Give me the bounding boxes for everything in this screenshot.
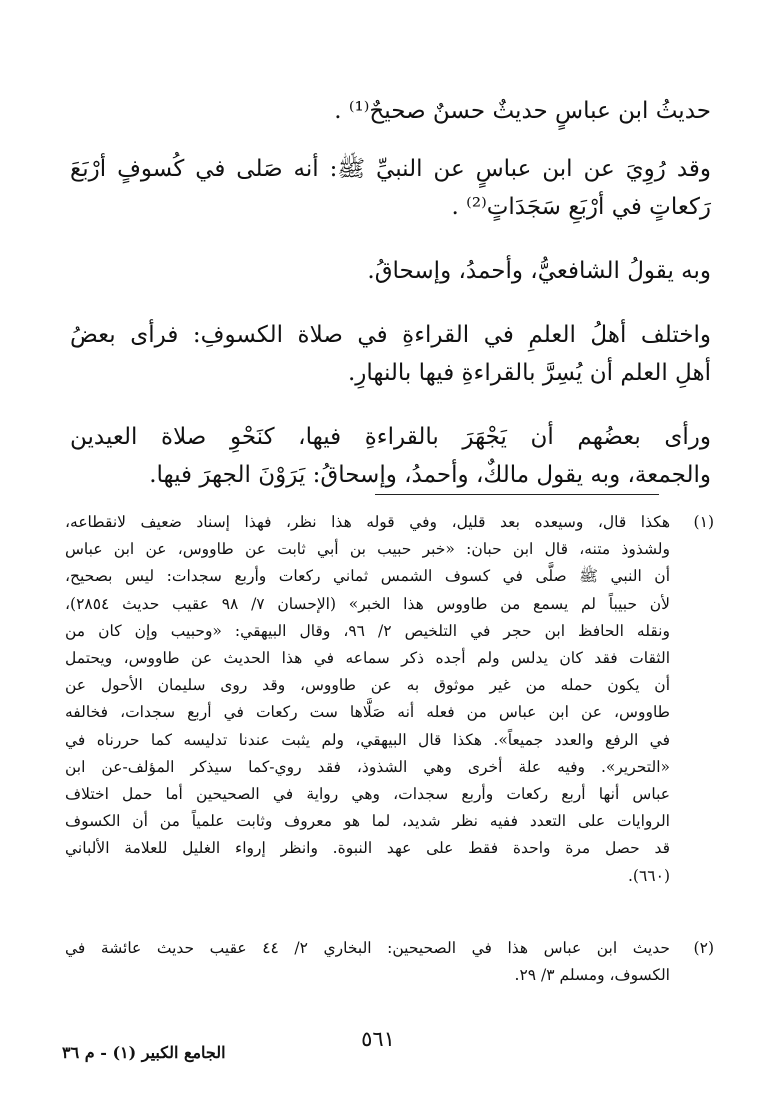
footnote-line: (٦٦٠). [627, 866, 670, 885]
footnote-line: لأن حبيباً لم يسمع من طاووس هذا الخبر» (الإحسان ٧/ ٩٨ عقيب حديث ٢٨٥٤)، [65, 594, 670, 613]
footnote-divider [375, 494, 659, 495]
text-line: رَكعاتٍ في أرْبَعِ سَجَدَاتٍ⁽²⁾ . [451, 194, 711, 220]
footnote-line: الكسوف، ومسلم ٣/ ٢٩. [514, 966, 670, 985]
footnote-number: (٢) [693, 939, 714, 957]
paragraph-2 [70, 150, 711, 226]
footnote-2 [65, 935, 714, 989]
footnote-line: عباس أنها أربع ركعات وأربع سجدات، وهي رواية في الصحيحين أما حمل اختلاف [65, 785, 670, 804]
text-line: أهلِ العلم أن يُسِرَّ بالقراءةِ فيها بالنهارِ. [347, 360, 711, 386]
footnote-line: حديث ابن عباس هذا في الصحيحين: البخاري ٢/ ٤٤ عقيب حديث عائشة في [65, 939, 670, 957]
footnote-line: أن النبي ﷺ صلَّى في كسوف الشمس ثماني ركعات وأربع سجدات: ليس بصحيح، [65, 567, 670, 586]
footnote-line: في الرفع والعدد جميعاً». هكذا قال البيهقي، ولم يثبت عندنا تدليسه كما حررناه في [65, 730, 670, 749]
footnote-number: (١) [693, 513, 714, 531]
text-line: ورأى بعضُهم أن يَجْهَرَ بالقراءةِ فيها، كنَحْوِ صلاة العيدين [70, 424, 711, 450]
footnote-1 [65, 509, 714, 890]
paragraph-5 [70, 418, 711, 494]
paragraph-3 [70, 252, 711, 290]
text-line: حديثُ ابن عباسٍ حديثٌ حسنٌ صحيحٌ⁽¹⁾ . [334, 98, 711, 124]
footnote-line: الثقات فقد كان يدلس ولم أجده ذكر سماعه في هذا الحديث عن طاووس، ويحتمل [65, 649, 670, 668]
text-line: وقد رُوِيَ عن ابن عباسٍ عن النبيِّ ﷺ: أنه صَلى في كُسوفٍ أرْبَعَ [70, 156, 711, 182]
text-line: وبه يقولُ الشافعيُّ، وأحمدُ، وإسحاقُ. [367, 258, 711, 284]
footnote-body [65, 509, 670, 890]
signature-mark: الجامع الكبير (١) - م ٣٦ [62, 1043, 226, 1062]
footnote-line: الروايات على التعدد ففيه نظر شديد، لما هو معروف وثابت علمياً من أن الكسوف [65, 812, 670, 831]
page-number: ٥٦١ [361, 1027, 395, 1051]
paragraph-1 [70, 92, 711, 130]
paragraph-4 [70, 316, 711, 392]
footnote-line: «التحرير». وفيه علة أخرى وهي الشذوذ، فقد روي-كما سيذكر المؤلف-عن ابن [65, 757, 670, 776]
footnote-line: طاووس، عن ابن عباس من فعله أنه صَلَّاها ست ركعات في أربع سجدات، فخالفه [65, 703, 670, 722]
footnote-line: أن يكون حمله من غير موثوق به عن طاووس، وقد روى سليمان الأحول عن [65, 676, 670, 695]
footnote-body [65, 935, 670, 989]
text-line: واختلف أهلُ العلمِ في القراءةِ في صلاة الكسوفِ: فرأى بعضُ [70, 322, 711, 348]
text-line: والجمعة، وبه يقول مالكٌ، وأحمدُ، وإسحاقُ: يَرَوْنَ الجهرَ فيها. [149, 462, 711, 488]
footnote-line: هكذا قال، وسيعده بعد قليل، وفي قوله هذا نظر، فهذا إسناد ضعيف لانقطاعه، [65, 513, 670, 531]
footnote-line: قد حصل مرة واحدة فقط على عهد النبوة. وانظر إرواء الغليل للعلامة الألباني [65, 839, 670, 858]
footnote-line: ولشذوذ متنه، قال ابن حبان: «خبر حبيب بن أبي ثابت عن طاووس، عن ابن عباس [65, 540, 670, 559]
footnote-line: ونقله الحافظ ابن حجر في التلخيص ٢/ ٩٦، وقال البيهقي: «وحبيب وإن كان من [65, 621, 670, 640]
